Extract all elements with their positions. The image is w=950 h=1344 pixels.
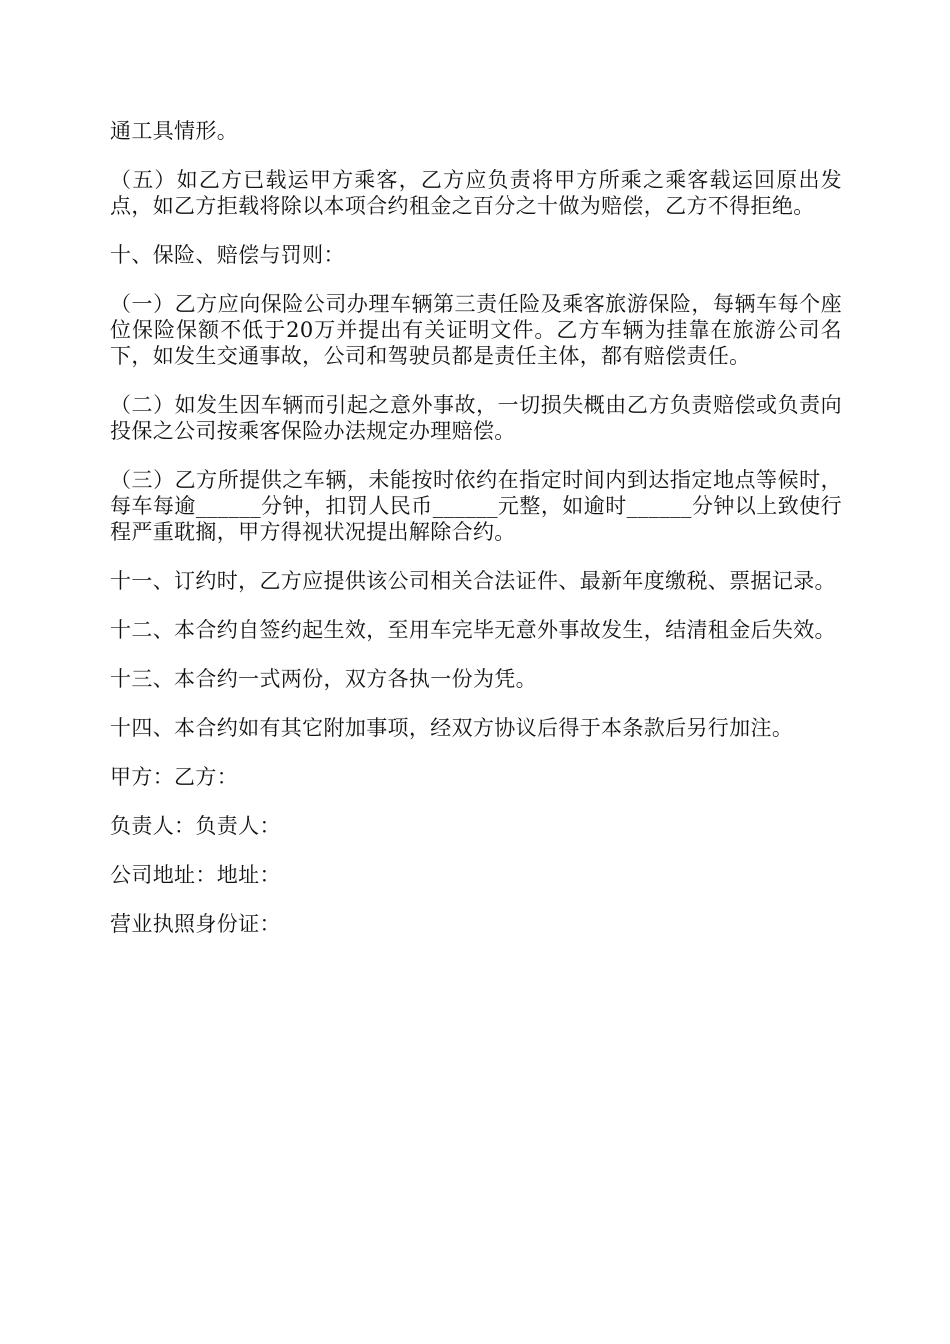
paragraph-clause-2-accident: （二）如发生因车辆而引起之意外事故，一切损失概由乙方负责赔偿或负责向投保之公司按乘客保险办法规定办理赔偿。 [110,393,842,443]
signature-parties-line: 甲方：乙方： [110,765,239,789]
section-13-copies: 十三、本合约一式两份，双方各执一份为凭。 [110,667,537,691]
signature-license-id-line: 营业执照身份证： [110,912,281,936]
paragraph-transport-situation: 通工具情形。 [110,119,239,143]
section-11-documents: 十一、订约时，乙方应提供该公司相关合法证件、最新年度缴税、票据记录。 [110,569,836,593]
paragraph-clause-5-refusal: （五）如乙方已载运甲方乘客，乙方应负责将甲方所乘之乘客载运回原出发点，如乙方拒载将除以本项合约租金之百分之十做为赔偿，乙方不得拒绝。 [110,168,842,218]
document-body [110,118,842,960]
section-heading-insurance: 十、保险、赔偿与罚则： [110,243,345,267]
paragraph-clause-3-delay-penalty: （三）乙方所提供之车辆，未能按时依约在指定时间内到达指定地点等候时，每车每逾______分钟，扣罚人民币______元整，如逾时______分钟以上致使行程严重耽搁，甲方得视状况提出解除合约。 [110,468,842,544]
section-12-validity: 十二、本合约自签约起生效，至用车完毕无意外事故发生，结清租金后失效。 [110,618,836,642]
section-14-additional-terms: 十四、本合约如有其它附加事项，经双方协议后得于本条款后另行加注。 [110,716,794,740]
signature-address-line: 公司地址：地址： [110,863,281,887]
paragraph-clause-1-insurance: （一）乙方应向保险公司办理车辆第三责任险及乘客旅游保险，每辆车每个座位保险保额不低于20万并提出有关证明文件。乙方车辆为挂靠在旅游公司名下，如发生交通事故，公司和驾驶员都是责任主体，都有赔偿责任。 [110,292,842,368]
signature-responsible-person-line: 负责人：负责人： [110,814,281,838]
